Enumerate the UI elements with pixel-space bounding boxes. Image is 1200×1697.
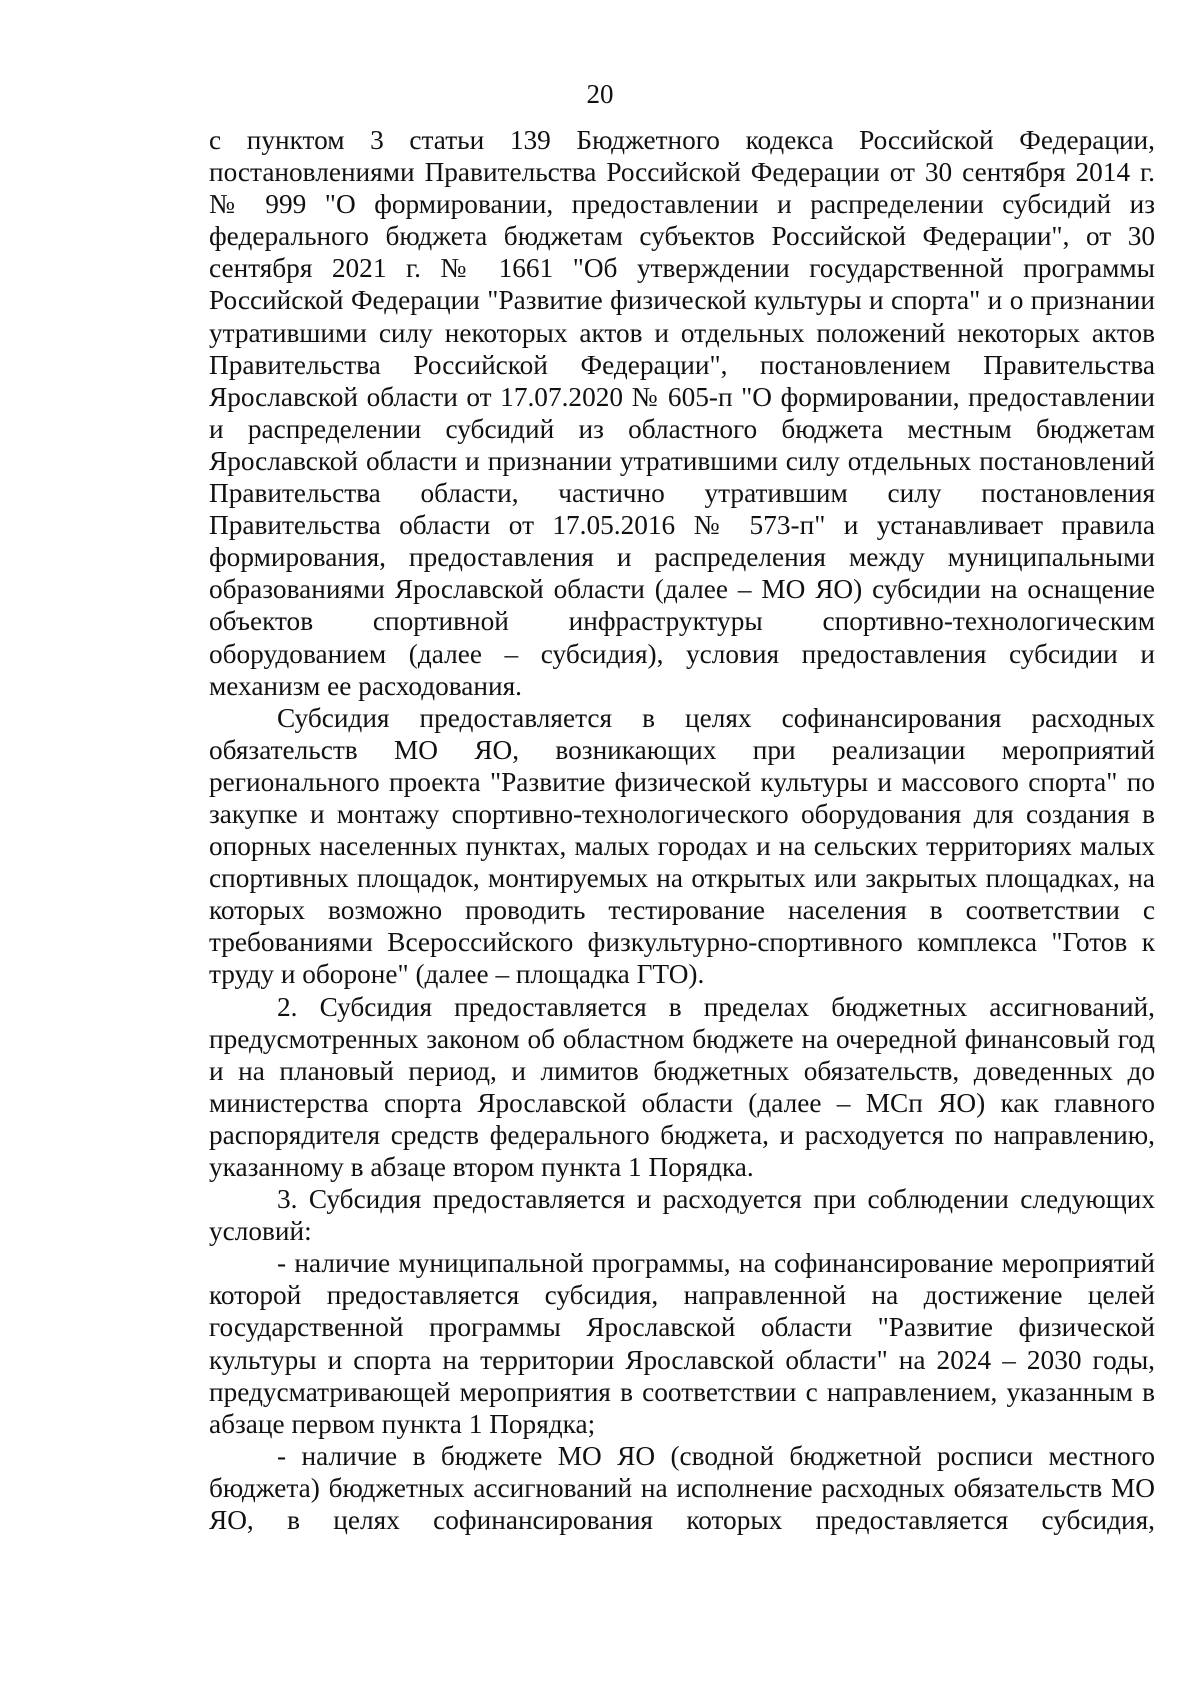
paragraph-item-3: 3. Субсидия предоставляется и расходуется при соблюдении следующих условий:	[209, 1184, 1155, 1247]
paragraph-legal-basis: с пунктом 3 статьи 139 Бюджетного кодекса Российской Федерации, постановлениями Правительства Российской Федерации от 30 сентября 2014 г. № 999 "О формировании, предоставлении и распределении субсидий из федерального бюджета бюджетам субъектов Российской Федерации", от 30 сентября 2021 г. № 1661 "Об утверждении государственной программы Российской Федерации "Развитие физической культуры и спорта" и о признании утратившими силу некоторых актов и отдельных положений некоторых актов Правительства Российской Федерации", постановлением Правительства Ярославской области от 17.07.2020 № 605-п "О формировании, предоставлении и распределении субсидий из областного бюджета местным бюджетам Ярославской области и признании утратившими силу отдельных постановлений Правительства области, частично утратившим силу постановления Правительства области от 17.05.2016 № 573-п" и устанавливает правила формирования, предоставления и распределения между муниципальными образованиями Ярославской области (далее – МО ЯО) субсидии на оснащение объектов спортивной инфраструктуры спортивно-технологическим оборудованием (далее – субсидия), условия предоставления субсидии и механизм ее расходования.	[209, 125, 1155, 701]
paragraph-item-2: 2. Субсидия предоставляется в пределах бюджетных ассигнований, предусмотренных законом об областном бюджете на очередной финансовый год и на плановый период, и лимитов бюджетных обязательств, доведенных до министерства спорта Ярославской области (далее – МСп ЯО) как главного распорядителя средств федерального бюджета, и расходуется по направлению, указанному в абзаце втором пункта 1 Порядка.	[209, 991, 1155, 1182]
document-body	[209, 124, 1155, 1536]
paragraph-subsidy-purpose: Субсидия предоставляется в целях софинансирования расходных обязательств МО ЯО, возникающих при реализации мероприятий регионального проекта "Развитие физической культуры и массового спорта" по закупке и монтажу спортивно-технологического оборудования для создания в опорных населенных пунктах, малых городах и на сельских территориях малых спортивных площадок, монтируемых на открытых или закрытых площадках, на которых возможно проводить тестирование населения в соответствии с требованиями Всероссийского физкультурно-спортивного комплекса "Готов к труду и обороне" (далее – площадка ГТО).	[209, 702, 1155, 990]
list-item-municipal-program: - наличие муниципальной программы, на софинансирование мероприятий которой предоставляется субсидия, направленной на достижение целей государственной программы Ярославской области "Развитие физической культуры и спорта на территории Ярославской области" на 2024 – 2030 годы, предусматривающей мероприятия в соответствии с направлением, указанным в абзаце первом пункта 1 Порядка;	[209, 1248, 1155, 1439]
page-number: 20	[586, 79, 614, 109]
list-item-budget-allocations: - наличие в бюджете МО ЯО (сводной бюджетной росписи местного бюджета) бюджетных ассигнований на исполнение расходных обязательств МО ЯО, в целях софинансирования которых предоставляется субсидия,	[209, 1440, 1155, 1536]
